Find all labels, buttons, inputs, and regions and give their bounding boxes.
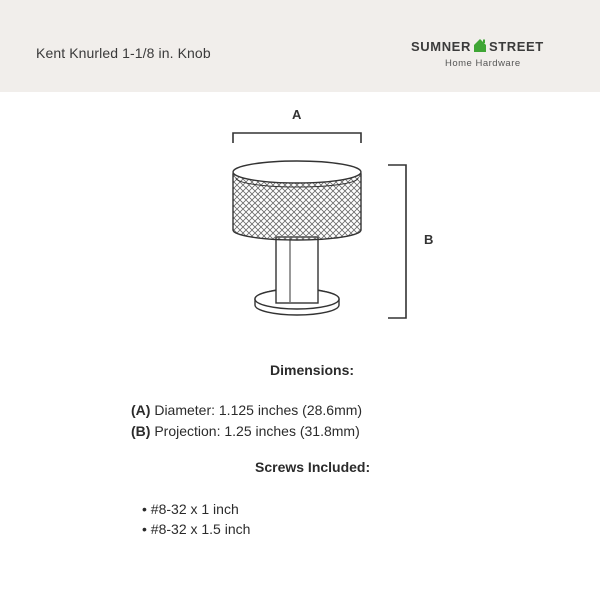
screw-list-item: • #8-32 x 1 inch bbox=[142, 501, 239, 517]
header-band bbox=[0, 0, 600, 92]
brand-name-part2: STREET bbox=[488, 39, 544, 54]
product-title: Kent Knurled 1-1/8 in. Knob bbox=[36, 45, 211, 61]
bullet-icon: • bbox=[142, 501, 151, 517]
dimension-a-line bbox=[131, 402, 362, 418]
bullet-icon: • bbox=[142, 521, 151, 537]
screws-heading: Screws Included: bbox=[255, 459, 371, 475]
dimension-a-text: Diameter: 1.125 inches (28.6mm) bbox=[154, 402, 363, 418]
dimension-b-bracket bbox=[388, 165, 406, 318]
dimension-b-label: B bbox=[424, 232, 434, 247]
house-icon bbox=[473, 38, 487, 52]
dimension-b-text: Projection: 1.25 inches (31.8mm) bbox=[154, 423, 360, 439]
brand-name bbox=[411, 38, 544, 54]
dimension-b-line bbox=[131, 423, 360, 439]
dimensions-heading: Dimensions: bbox=[270, 362, 355, 378]
knob-stem bbox=[276, 237, 318, 303]
knob-top-face bbox=[233, 161, 361, 183]
dimension-a-key: (A) bbox=[131, 402, 151, 418]
brand-name-part1: SUMNER bbox=[411, 39, 471, 54]
dimension-b-key: (B) bbox=[131, 423, 151, 439]
brand-subtitle: Home Hardware bbox=[445, 58, 521, 69]
dimension-a-bracket bbox=[233, 133, 361, 143]
knob-drawing bbox=[0, 92, 600, 352]
brand-logo bbox=[411, 38, 571, 72]
screw-list-item: • #8-32 x 1.5 inch bbox=[142, 521, 251, 537]
knob-diagram bbox=[0, 92, 600, 352]
dimension-a-label: A bbox=[292, 107, 302, 122]
